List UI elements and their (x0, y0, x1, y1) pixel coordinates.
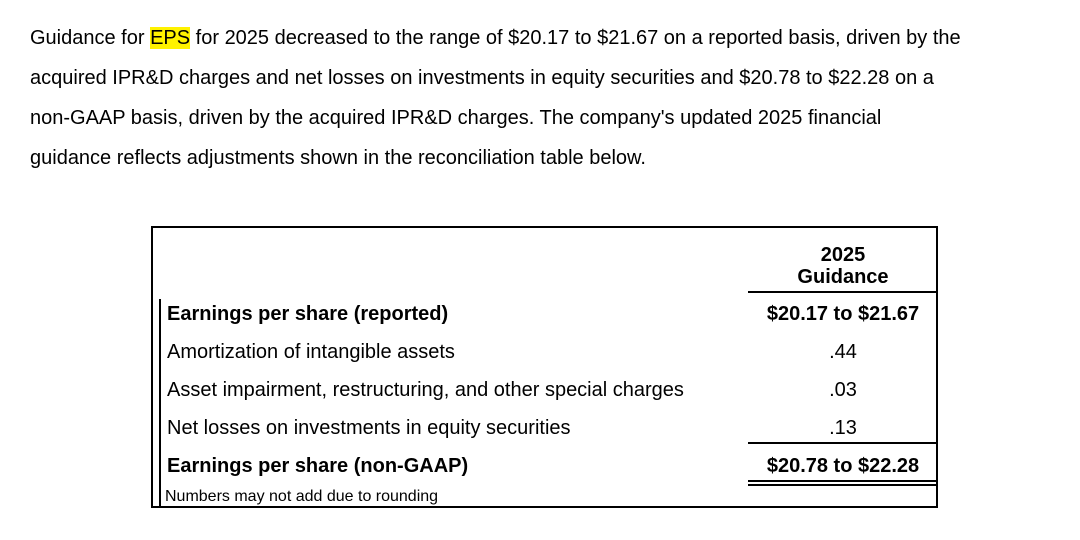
paragraph-line-1 (30, 18, 1070, 58)
rounding-note (165, 487, 438, 507)
value-eps-reported: $20.17 to $21.67 (766, 303, 920, 325)
guidance-paragraph (30, 18, 1070, 178)
value-asset-impairment: .03 (829, 379, 857, 401)
paragraph-line-3: non-GAAP basis, driven by the acquired IPR&D charges. The company's updated 2025 financial (30, 107, 882, 129)
highlighted-term: EPS (150, 27, 191, 49)
column-header-label: Guidance (797, 266, 889, 288)
table-label-column (159, 228, 739, 506)
paragraph-line-1-end: for 2025 decreased to the range of $20.17 to $21.67 on a reported basis, driven by the (190, 27, 961, 49)
row-label-asset-impairment: Asset impairment, restructuring, and other special charges (167, 379, 684, 401)
rounding-note-text: Numbers may not add due to rounding (165, 488, 439, 505)
label-column-rule (159, 299, 161, 508)
guidance-column (748, 228, 938, 506)
value-eps-non-gaap: $20.78 to $22.28 (766, 455, 920, 477)
value-amortization: .44 (829, 341, 857, 363)
total-double-rule-top (748, 480, 938, 482)
row-label-amortization: Amortization of intangible assets (167, 341, 455, 363)
reconciliation-table (151, 226, 938, 508)
row-label-equity-losses: Net losses on investments in equity securities (167, 417, 571, 439)
paragraph-line-1-start: Guidance for (30, 27, 151, 49)
paragraph-line-4: guidance reflects adjustments shown in the reconciliation table below. (30, 147, 646, 169)
header-underline (748, 291, 938, 293)
value-equity-losses: .13 (829, 417, 857, 439)
row-label-eps-non-gaap: Earnings per share (non-GAAP) (167, 455, 469, 477)
subtotal-rule (748, 442, 938, 444)
column-header (748, 244, 938, 288)
total-double-rule-bottom (748, 484, 938, 486)
row-label-eps-reported: Earnings per share (reported) (167, 303, 449, 325)
column-header-year: 2025 (820, 244, 866, 266)
paragraph-line-2: acquired IPR&D charges and net losses on investments in equity securities and $20.78 to $22.28 on a (30, 67, 934, 89)
